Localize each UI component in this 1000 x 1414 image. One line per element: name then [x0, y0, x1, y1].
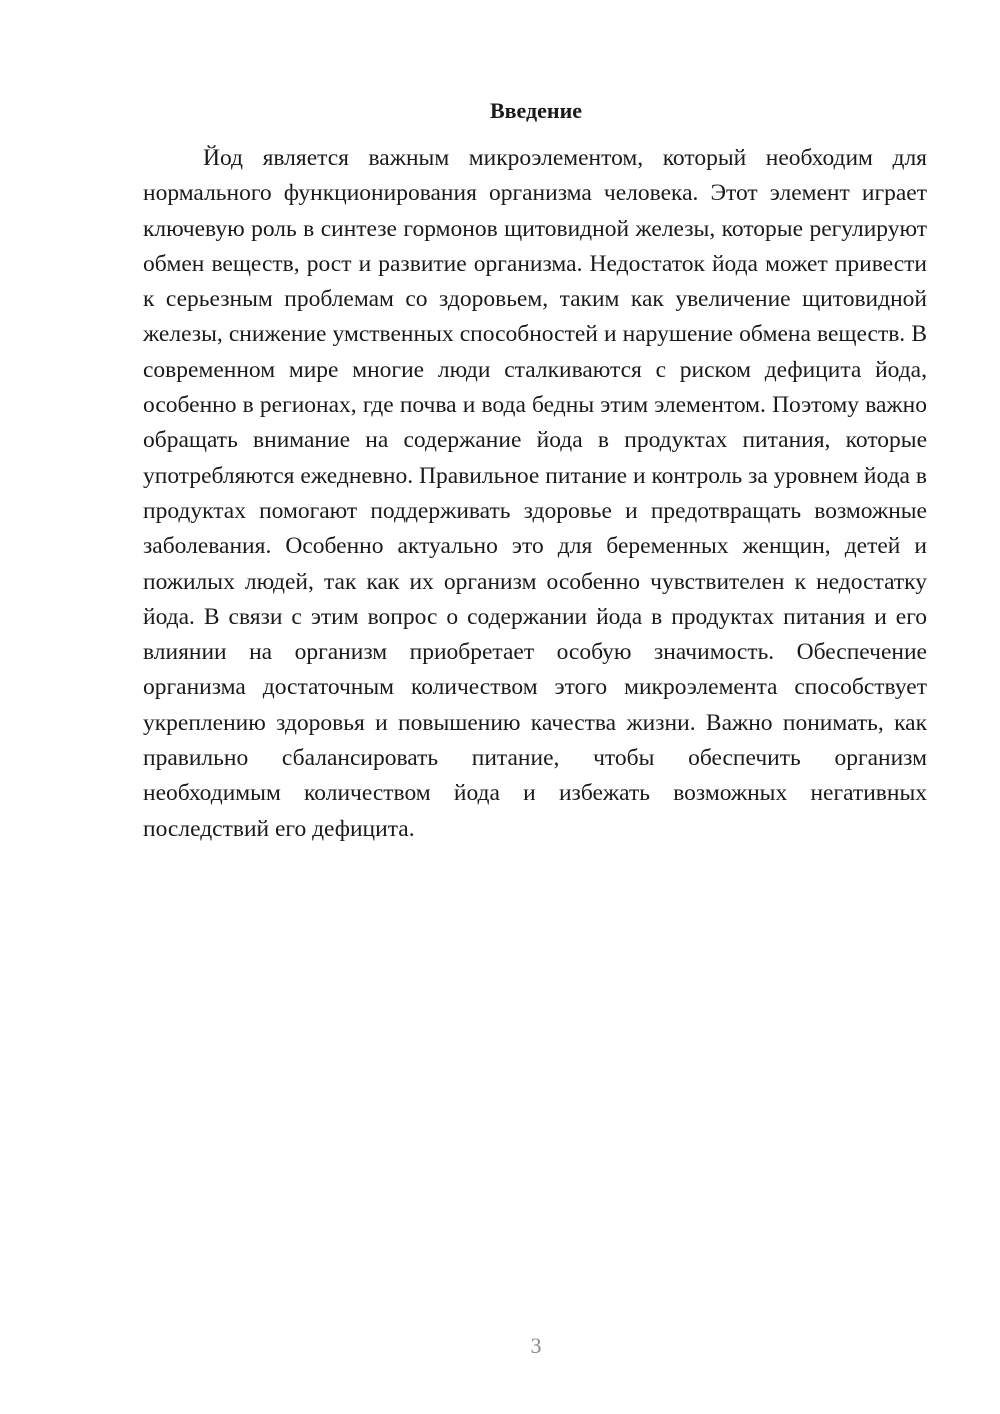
- page-number: 3: [530, 1333, 542, 1358]
- section-title: Введение: [489, 98, 583, 123]
- body-paragraph: Йод является важным микроэлементом, который необходим для нормального функционирования организма человека. Этот элемент играет ключевую роль в синтезе гормонов щитовидной железы, которые регулируют обмен веществ, рост и развитие организма. Недостаток йода может привести к серьезным проблемам со здоровьем, таким как увеличение щитовидной железы, снижение умственных способностей и нарушение обмена веществ. В современном мире многие люди сталкиваются с риском дефицита йода, особенно в регионах, где почва и вода бедны этим элементом. Поэтому важно обращать внимание на содержание йода в продуктах питания, которые употребляются ежедневно. Правильное питание и контроль за уровнем йода в продуктах помогают поддерживать здоровье и предотвращать возможные заболевания. Особенно актуально это для беременных женщин, детей и пожилых людей, так как их организм особенно чувствителен к недостатку йода. В связи с этим вопрос о содержании йода в продуктах питания и его влиянии на организм приобретает особую значимость. Обеспечение организма достаточным количеством этого микроэлемента способствует укреплению здоровья и повышению качества жизни. Важно понимать, как правильно сбалансировать питание, чтобы обеспечить организм необходимым количеством йода и избежать возможных негативных последствий его дефицита.: [143, 145, 927, 842]
